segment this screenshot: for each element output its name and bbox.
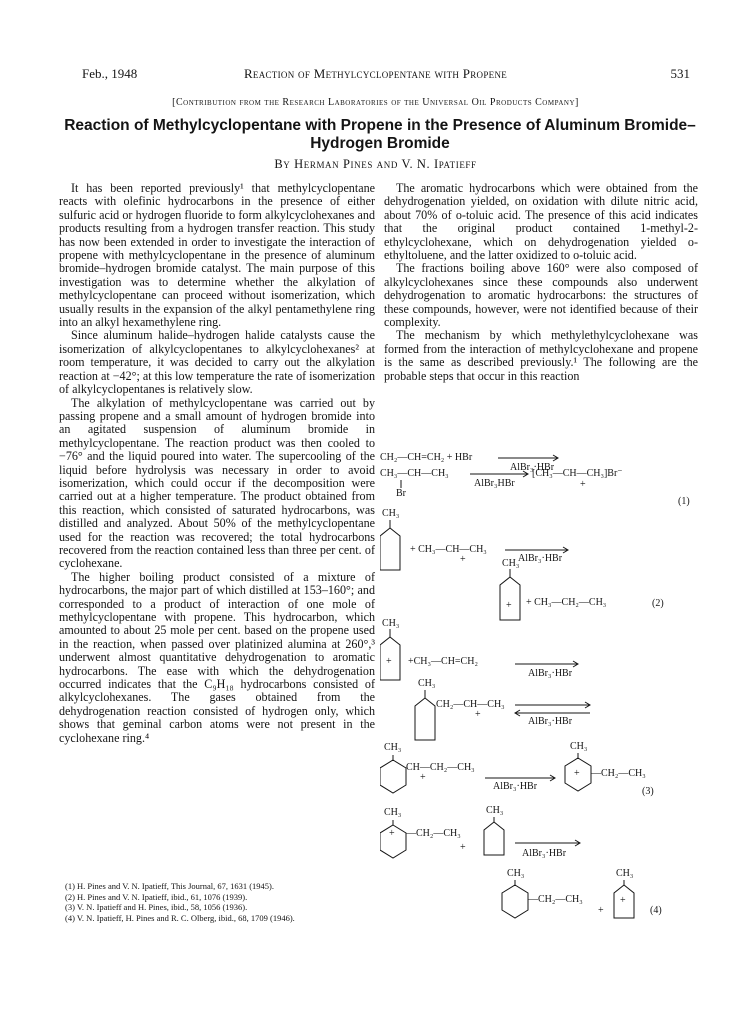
eq3-catalyst: AlBr₃·HBr: [493, 781, 538, 792]
footnote: (3) V. N. Ipatieff and H. Pines, ibid., 58, 1056 (1936).: [65, 902, 248, 912]
eq3-charge: +: [475, 709, 481, 720]
eq4-methyl-label: CH₃: [616, 868, 634, 879]
reaction-scheme: [380, 450, 700, 920]
page-number: 531: [670, 66, 690, 81]
eq3-methyl-label: CH₃: [486, 805, 504, 816]
paragraph: The fractions boiling above 160° were also composed of alkylcyclohexanes since these compounds also underwent dehydrogenation to aromatic hydrocarbons: the structures of these compounds, however, were not identified because of their complexity.: [384, 261, 698, 330]
eq2-reagent: + CH₃—CH—CH₃: [410, 544, 487, 555]
equation-number: (1): [678, 496, 690, 507]
cyclopentane-ring: [415, 698, 435, 740]
contribution-line: [Contribution from the Research Laboratories of the Universal Oil Products Company]: [172, 97, 579, 108]
running-header-date: Feb., 1948: [82, 66, 138, 81]
eq2-ring-charge: +: [506, 600, 512, 611]
paragraph: The alkylation of methylcyclopentane was carried out by passing propene and a small amount of hydrogen bromide into an agitated suspension of aluminum bromide in methylcyclopentane. The reaction product was then cooled to −76° and the liquid poured into water. The supercooling of the liquid before hydrolysis was necessary in order to avoid isomerization, which could occur if the decomposition were carried out at a higher temperature. The product obtained from this reaction, which consisted of saturated hydrocarbons, was distilled and analyzed. About 50% of the methylcyclopentane used for the reaction was recovered; the total hydrocarbons recovered from the reaction contained less than three per cent. of cyclohexane.: [59, 395, 375, 571]
eq3-methyl-label: CH₃: [418, 678, 436, 689]
paragraph: Since aluminum halide–hydrogen halide catalysts cause the isomerization of alkylcyclopentanes to alkylcyclohexanes² at room temperature, it was decided to carry out the alkylation reaction at −42°; at this low temperature the rate of isomerization of alkylcyclopentanes is relatively slow.: [59, 328, 375, 397]
eq3-side-chain: —CH₂—CH₃: [591, 768, 646, 779]
eq3-side-chain: CH—CH₂—CH₃: [406, 762, 475, 773]
eq4-plus-sign: +: [598, 905, 604, 916]
paragraph: The aromatic hydrocarbons which were obtained from the dehydrogenation yielded, on oxidation with dilute nitric acid, about 70% of o-toluic acid. The presence of this acid indicates that the original product contained 1-methyl-2-ethylcyclohexane, which on dehydrogenation yielded o-ethyltoluene, and the latter oxidized to o-toluic acid.: [384, 181, 698, 263]
eq2-product: + CH₃—CH₂—CH₃: [526, 597, 607, 608]
eq1-bromine: Br: [396, 488, 406, 499]
eq4-ring-charge: +: [620, 895, 626, 906]
body-column-left: [59, 182, 375, 745]
eq3-catalyst: AlBr₃·HBr: [528, 716, 573, 727]
eq3-side-chain: —CH₂—CH₃: [406, 828, 461, 839]
eq3-catalyst: AlBr₃·HBr: [528, 668, 573, 679]
eq3-ring-charge: +: [386, 656, 392, 667]
eq1-intermediate: CH₃—CH—CH₃: [380, 468, 449, 479]
eq2-methyl-label: CH₃: [382, 508, 400, 519]
footnotes: [59, 881, 375, 923]
authors-line: By Herman Pines and V. N. Ipatieff: [274, 157, 477, 171]
eq3-catalyst: AlBr₃·HBr: [522, 848, 567, 859]
eq3-ring-charge: +: [389, 828, 395, 839]
running-header-title: Reaction of Methylcyclopentane with Propene: [243, 66, 508, 81]
footnote: (4) V. N. Ipatieff, H. Pines and R. C. Olberg, ibid., 68, 1709 (1946).: [65, 912, 295, 923]
eq1-product: [CH₃—CH—CH₃]Br⁻: [532, 468, 623, 479]
eq3-plus-sign: +: [460, 842, 466, 853]
cyclohexane-ring: [380, 760, 406, 793]
cyclohexane-ring: [502, 885, 528, 918]
eq2-product-methyl: CH₃: [502, 558, 520, 569]
eq3-methyl-label: CH₃: [570, 741, 588, 752]
eq3-methyl-label: CH₃: [382, 618, 400, 629]
eq3-methyl-label: CH₃: [384, 807, 402, 818]
paragraph: It has been reported previously¹ that methylcyclopentane reacts with olefinic hydrocarbons in the presence of either sulfuric acid or hydrogen fluoride to form alkylcyclohexanes and products resulting from a hydrogen transfer reaction. This study has now been extended in order to investigate the interaction of propene with methylcyclopentane in the presence of aluminum bromide–hydrogen bromide catalyst. The main purpose of this investigation was to determine whether the alkylation of methylcyclopentane can proceed without isomerization, which usually results in the expansion of the alkyl pentamethylene ring into an alkyl hexamethylene ring.: [59, 181, 375, 330]
equation-number: (3): [642, 786, 654, 797]
cyclopentane-ring: [500, 577, 520, 620]
eq3-reagent: +CH₃—CH=CH₂: [408, 656, 478, 667]
eq1-catalyst: AlBr₃·HBr: [510, 462, 555, 473]
eq3-charge: +: [420, 772, 426, 783]
article-title: Reaction of Methylcyclopentane with Propene in the Presence of Aluminum Bromide–Hydrogen Bromide: [64, 117, 696, 152]
cyclopentane-ring: [484, 822, 504, 855]
eq4-side-chain: —CH₂—CH₃: [528, 894, 583, 905]
eq3-methyl-label: CH₃: [384, 742, 402, 753]
eq1-catalyst-2: AlBr₃HBr: [474, 478, 515, 489]
equation-number: (2): [652, 598, 664, 609]
equation-number: (4): [650, 905, 662, 916]
eq1-reactants: CH₂—CH=CH₂ + HBr: [380, 452, 473, 463]
eq3-ring-charge: +: [574, 768, 580, 779]
eq4-methyl-label: CH₃: [507, 868, 525, 879]
footnote: (2) H. Pines and V. N. Ipatieff, ibid., 61, 1076 (1939).: [65, 891, 248, 902]
body-column-right: [384, 182, 698, 383]
eq2-catalyst: AlBr₃·HBr: [518, 553, 563, 564]
paragraph: The mechanism by which methylethylcyclohexane was formed from the interaction of methylcyclohexane and propene is the same as described previously.¹ The following are the probable steps that occur in this reaction: [384, 328, 698, 383]
eq3-side-chain: CH₂—CH—CH₃: [436, 699, 505, 710]
cyclopentane-ring: [380, 528, 400, 570]
eq1-charge: +: [580, 479, 586, 490]
footnote: (1) H. Pines and V. N. Ipatieff, This Journal, 67, 1631 (1945).: [65, 881, 275, 891]
eq2-charge: +: [460, 554, 466, 565]
paragraph: The higher boiling product consisted of a mixture of hydrocarbons, the major part of which distilled at 153–160°; and corresponded to a product of interaction of one mole of methylcyclopentane with propene. This hydrocarbon, which amounted to about 25 mole per cent. based on the propene used in the reaction, when passed over platinized alumina at 260°,³ underwent almost quantitative dehydrogenation to aromatic hydrocarbons. The ease with which the dehydrogenation occurred indicates that the C₉H₁₈ hydrocarbons consisted of alkylcyclohexanes. The gases obtained from the dehydrogenation reaction consisted of hydrogen only, which shows that geminal carbon atoms were not present in the cyclohexane ring.⁴: [59, 569, 375, 745]
